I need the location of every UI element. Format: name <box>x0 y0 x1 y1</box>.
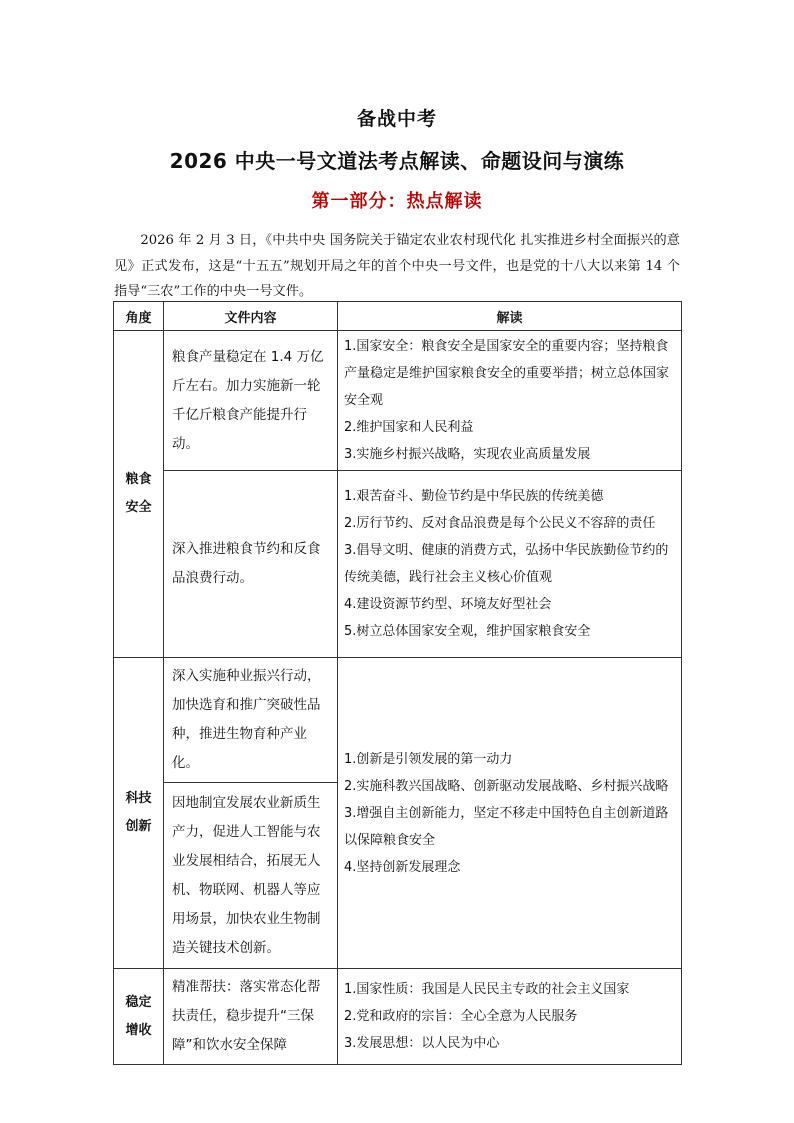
interpretation-point: 2.实施科教兴国战略、创新驱动发展战略、乡村振兴战略 <box>344 778 669 794</box>
content-cell: 精准帮扶：落实常态化帮扶责任，稳步提升“三保障”和饮水安全保障 <box>164 969 338 1065</box>
header-angle: 角度 <box>114 302 164 331</box>
angle-label-line: 增收 <box>125 1022 152 1038</box>
angle-label-line: 粮食 <box>125 472 152 487</box>
document-title: 2026 中央一号文道法考点解读、命题设问与演练 <box>169 149 625 173</box>
interpretation-point: 2.维护国家和人民利益 <box>344 420 474 435</box>
content-cell: 深入实施种业振兴行动，加快选育和推广突破性品种，推进生物育种产业化。 <box>164 658 338 783</box>
angle-label-line: 科技 <box>125 791 152 806</box>
angle-label-line: 创新 <box>125 819 152 834</box>
content-cell: 因地制宜发展农业新质生产力，促进人工智能与农业发展相结合，拓展无人机、物联网、机器人等应用场景，加快农业生物制造关键技术创新。 <box>164 783 338 969</box>
interpretation-point: 1.艰苦奋斗、勤俭节约是中华民族的传统美德 <box>344 489 604 504</box>
interpretation-point: 3.增强自主创新能力，坚定不移走中国特色自主创新道路以保障粮食安全 <box>344 805 669 848</box>
angle-cell <box>114 969 164 1065</box>
angle-label-line: 安全 <box>125 500 152 515</box>
content-cell: 深入推进粮食节约和反食品浪费行动。 <box>164 471 338 658</box>
interpretation-cell <box>338 658 682 969</box>
interpretation-point: 1.国家性质：我国是人民民主专政的社会主义国家 <box>344 982 630 997</box>
header-content: 文件内容 <box>164 302 338 331</box>
interpretation-point: 5.树立总体国家安全观，维护国家粮食安全 <box>344 624 591 639</box>
table-header-row <box>114 302 682 331</box>
interpretation-point: 1.创新是引领发展的第一动力 <box>344 751 513 767</box>
interpretation-point: 4.建设资源节约型、环境友好型社会 <box>344 597 552 612</box>
analysis-table <box>113 301 682 1065</box>
angle-cell <box>114 658 164 969</box>
interpretation-cell <box>338 331 682 471</box>
content-cell: 粮食产量稳定在 1.4 万亿斤左右。加力实施新一轮千亿斤粮食产能提升行动。 <box>164 331 338 471</box>
interpretation-cell <box>338 471 682 658</box>
section-heading: 第一部分：热点解读 <box>311 191 483 212</box>
table-row <box>114 658 682 783</box>
angle-label-line: 稳定 <box>125 994 152 1010</box>
angle-cell <box>114 331 164 658</box>
interpretation-point: 3.倡导文明、健康的消费方式，弘扬中华民族勤俭节约的传统美德，践行社会主义核心价值观 <box>344 543 669 585</box>
interpretation-point: 3.发展思想：以人民为中心 <box>344 1036 500 1051</box>
intro-text: 2026 年 2 月 3 日，《中共中央 国务院关于锚定农业农村现代化 扎实推进乡村全面振兴的意见》正式发布，这是“十五五”规划开局之年的首个中央一号文件，也是党的十八大以来第 14 个指导“三农”工作的中央一号文件。 <box>114 233 680 299</box>
interpretation-point: 2.厉行节约、反对食品浪费是每个公民义不容辞的责任 <box>344 516 656 531</box>
header-interpretation: 解读 <box>338 302 682 331</box>
intro-paragraph <box>114 228 680 305</box>
interpretation-point: 4.坚持创新发展理念 <box>344 859 461 875</box>
document-kicker: 备战中考 <box>356 108 437 130</box>
interpretation-point: 1.国家安全：粮食安全是国家安全的重要内容；坚持粮食产量稳定是维护国家粮食安全的重要举措；树立总体国家安全观 <box>344 339 670 408</box>
interpretation-point: 3.实施乡村振兴战略，实现农业高质量发展 <box>344 447 591 462</box>
table-row <box>114 331 682 471</box>
table-row <box>114 969 682 1065</box>
table-row <box>114 471 682 658</box>
interpretation-cell <box>338 969 682 1065</box>
interpretation-point: 2.党和政府的宗旨：全心全意为人民服务 <box>344 1009 578 1024</box>
